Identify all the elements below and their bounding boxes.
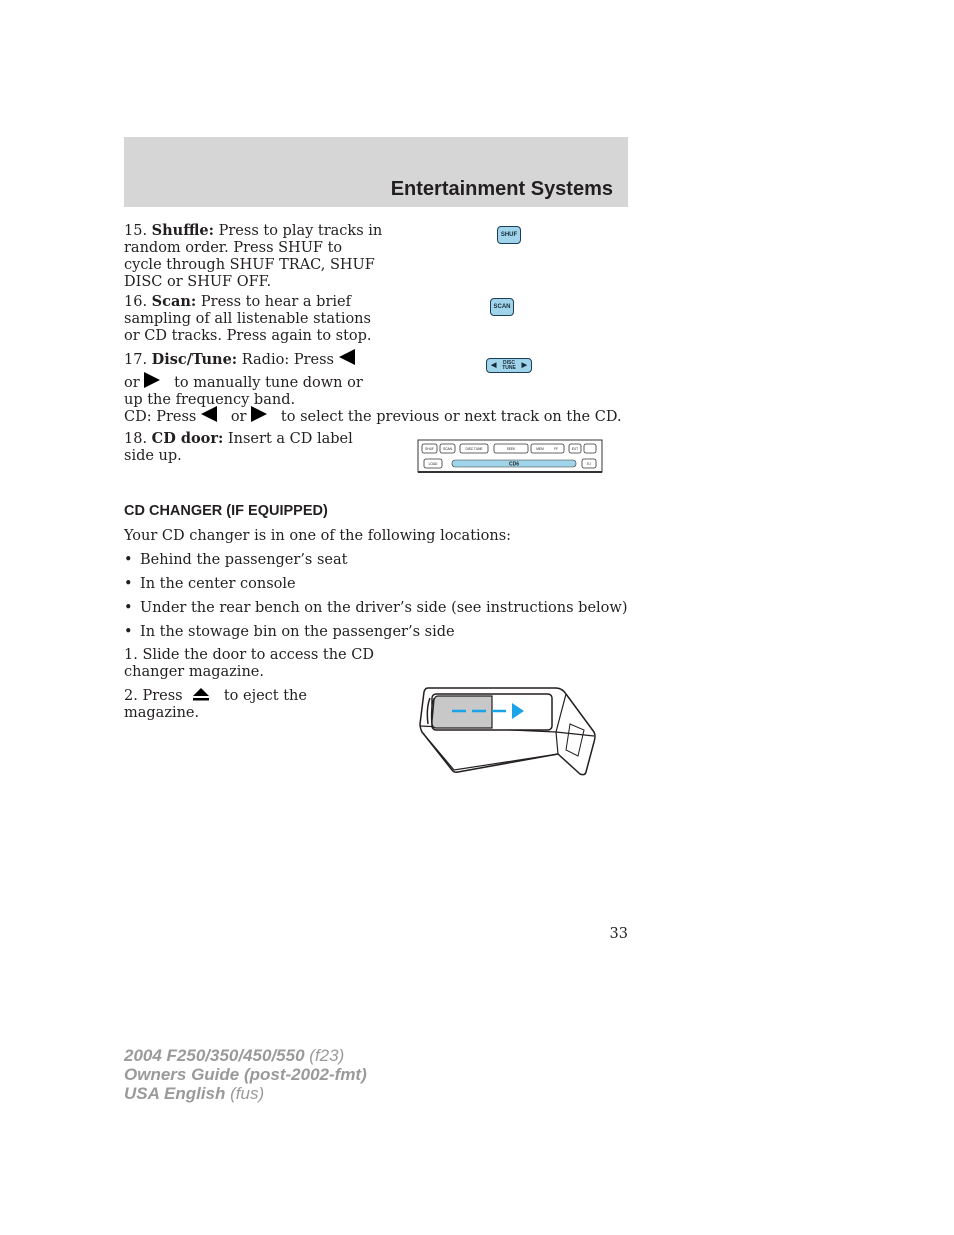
panel-brand-label: CD6: [508, 461, 520, 468]
panel-label: SEEK: [506, 447, 516, 451]
eject-icon: [191, 687, 211, 701]
page-number: 33: [609, 926, 628, 942]
item-number: 16.: [124, 294, 148, 310]
step-1: 1. Slide the door to access the CD changer magazine.: [124, 647, 374, 680]
arrow-left-icon: ◀: [491, 362, 497, 369]
cd-changer-heading: CD CHANGER (IF EQUIPPED): [124, 503, 328, 519]
panel-label: MEM: [536, 447, 544, 451]
or-word: or: [230, 409, 247, 425]
disc-tune-button-illustration: [486, 358, 532, 373]
footer-language: USA English: [124, 1084, 226, 1103]
cd-player-faceplate-illustration: [416, 438, 604, 474]
shuffle-description: [124, 222, 384, 291]
arrow-right-icon: ▶: [521, 362, 527, 369]
cd-changer-intro: Your CD changer is in one of the following locations:: [124, 528, 512, 544]
item-term: Disc/Tune:: [151, 351, 238, 368]
location-list-item: • Behind the passenger’s seat: [124, 552, 348, 568]
item-text: Insert a CD label side up.: [124, 431, 353, 464]
location-list-item: • In the center console: [124, 576, 296, 592]
footer-model-code: (f23): [309, 1046, 345, 1065]
disc-tune-cd-line: [124, 406, 624, 426]
cd-prefix: CD: Press: [124, 409, 197, 425]
location-text: Under the rear bench on the driver’s side (see instructions below): [140, 600, 628, 616]
location-list-item: • In the stowage bin on the passenger’s side: [124, 624, 455, 640]
cd-changer-magazine-illustration: [418, 684, 598, 778]
or-word: or: [124, 375, 140, 391]
location-text: In the stowage bin on the passenger’s side: [140, 624, 455, 640]
seek-right-icon: [144, 372, 160, 388]
seek-left-icon: [339, 349, 355, 365]
location-list-item: • Under the rear bench on the driver’s side (see instructions below): [124, 600, 628, 616]
step-2-prefix: 2. Press: [124, 688, 183, 704]
footer-guide-name: Owners Guide (post-2002-fmt): [124, 1065, 367, 1084]
scan-button-label: SCAN: [493, 304, 511, 310]
location-text: In the center console: [140, 576, 296, 592]
panel-label: EXT: [571, 447, 579, 451]
cd-door-description: [124, 430, 384, 465]
step-2-suffix: to eject the magazine.: [124, 688, 307, 721]
item-term: Scan:: [151, 293, 197, 310]
item-term: Shuffle:: [151, 222, 214, 239]
document-footer: [124, 1046, 367, 1103]
section-header-band: [124, 137, 628, 207]
item-text: Press to play tracks in random order. Press SHUF to cycle through SHUF TRAC, SHUF DISC or SHUF OFF.: [124, 223, 383, 290]
radio-suffix: to manually tune down or up the frequency band.: [124, 375, 363, 408]
disc-tune-description: [124, 349, 384, 409]
panel-eject-label: EJ: [587, 462, 591, 466]
footer-model: 2004 F250/350/450/550: [124, 1046, 305, 1065]
footer-language-code: (fus): [230, 1084, 265, 1103]
scan-button-illustration: [490, 298, 514, 316]
item-number: 17.: [124, 352, 148, 368]
panel-label: SHUF: [425, 447, 434, 451]
shuffle-button-label: SHUF: [500, 232, 518, 238]
panel-load-label: LOAD: [428, 462, 438, 466]
location-text: Behind the passenger’s seat: [140, 552, 348, 568]
item-number: 18.: [124, 431, 148, 447]
tune-label: TUNE: [502, 364, 516, 371]
scan-description: [124, 293, 384, 345]
shuffle-button-illustration: [497, 226, 521, 244]
section-title: Entertainment Systems: [390, 178, 613, 200]
disc-label: DISC: [503, 359, 515, 366]
item-number: 15.: [124, 223, 148, 239]
panel-label: DISC TUNE: [465, 447, 483, 451]
panel-label: SCAN: [443, 447, 452, 451]
step-2: [124, 687, 384, 722]
item-term: CD door:: [151, 430, 224, 447]
previous-track-icon: [201, 406, 217, 422]
item-text: Press to hear a brief sampling of all listenable stations or CD tracks. Press again to stop.: [124, 294, 372, 344]
cd-suffix: to select the previous or next track on the CD.: [280, 409, 622, 425]
next-track-icon: [251, 406, 267, 422]
panel-label: FF: [554, 447, 558, 451]
radio-prefix: Radio: Press: [241, 352, 334, 368]
